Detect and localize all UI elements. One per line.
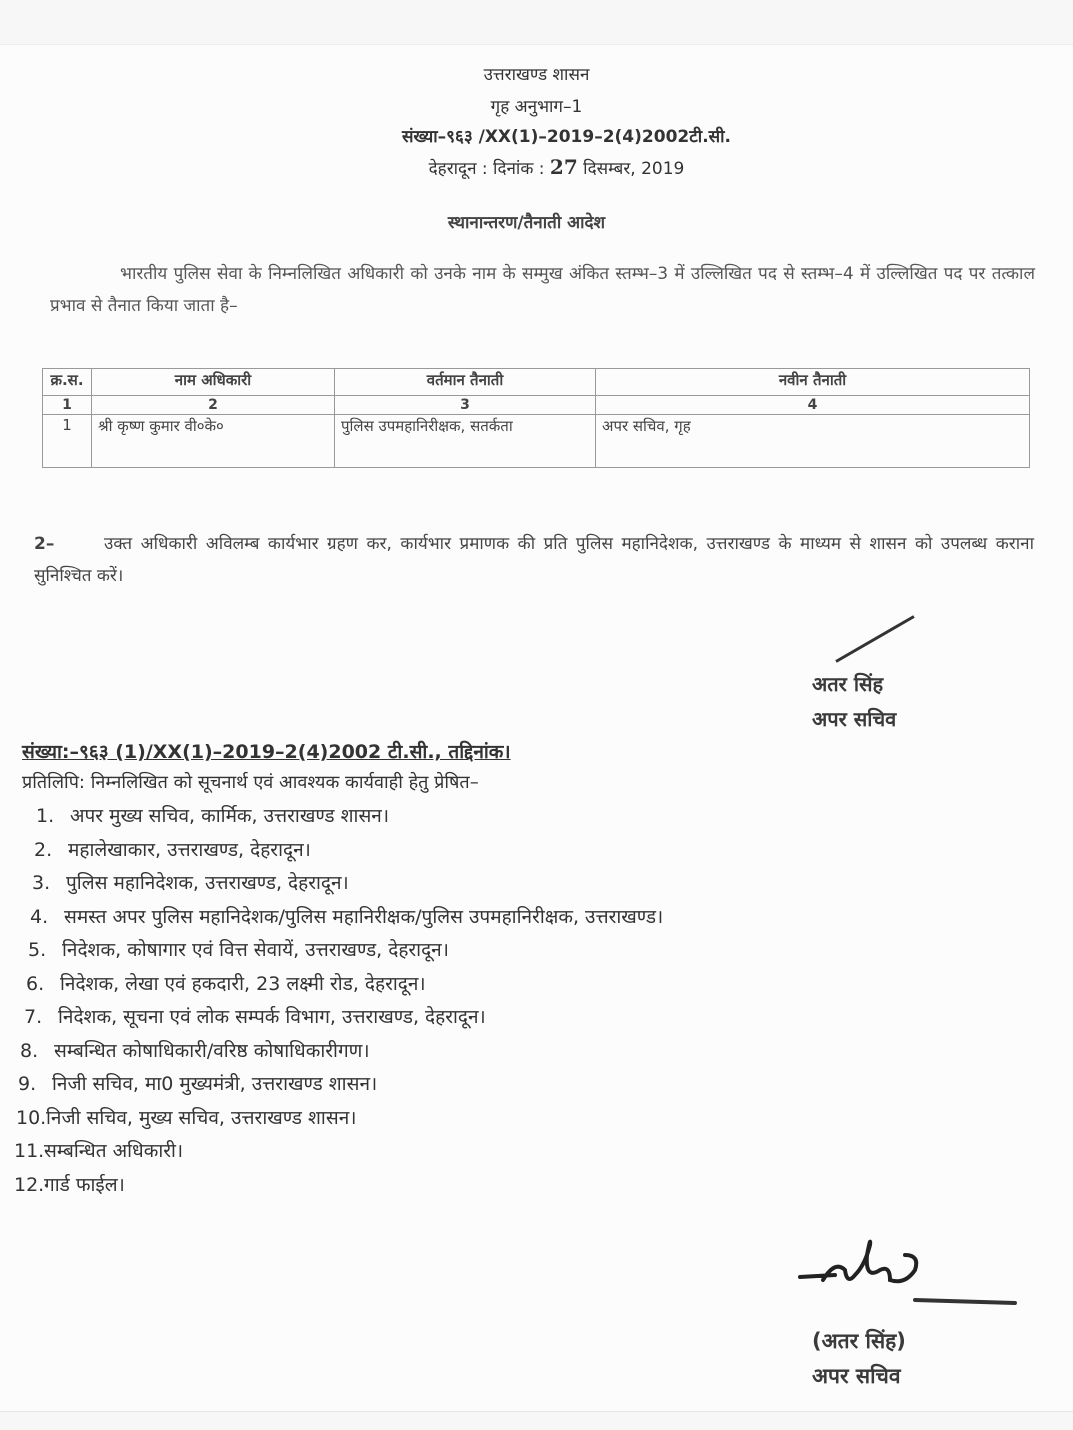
signatory-designation: अपर सचिव <box>812 707 897 731</box>
paragraph-2-text: उक्त अधिकारी अविलम्ब कार्यभार ग्रहण कर, कार्यभार प्रमाणक की प्रति पुलिस महानिदेशक, उत्तराखण्ड के माध्यम से शासन को उपलब्ध कराना सुनिश्चित करें। <box>34 534 1034 586</box>
col-header-serial: क्र.स. <box>43 369 92 396</box>
government-name: उत्तराखण्ड शासन <box>483 65 590 85</box>
place-date-prefix: देहरादून : दिनांक : <box>428 159 545 179</box>
list-item: 7. निदेशक, सूचना एवं लोक सम्पर्क विभाग, उत्तराखण्ड, देहरादून। <box>24 1006 486 1028</box>
posting-table <box>42 368 1030 468</box>
list-item: 9. निजी सचिव, मा0 मुख्यमंत्री, उत्तराखण्ड शासन। <box>18 1073 378 1095</box>
list-item: 1. अपर मुख्य सचिव, कार्मिक, उत्तराखण्ड शासन। <box>36 805 390 827</box>
list-item: 8. सम्बन्धित कोषाधिकारी/वरिष्ठ कोषाधिकारीगण। <box>20 1039 370 1062</box>
list-item: 4. समस्त अपर पुलिस महानिदेशक/पुलिस महानिरीक्षक/पुलिस उपमहानिरीक्षक, उत्तराखण्ड। <box>30 905 664 928</box>
paragraph-2-number: 2– <box>34 534 55 554</box>
table-row <box>43 415 1030 468</box>
date-day: 27 <box>549 155 578 179</box>
signatory-name-2: (अतर सिंह) <box>812 1329 906 1353</box>
col-number: 2 <box>92 396 335 415</box>
copy-recipients-list <box>14 800 663 1202</box>
col-header-officer-name: नाम अधिकारी <box>92 369 335 396</box>
col-number: 1 <box>43 396 92 415</box>
intro-paragraph: भारतीय पुलिस सेवा के निम्नलिखित अधिकारी को उनके नाम के सम्मुख अंकित स्तम्भ–3 में उल्लिखित पद से स्तम्भ–4 में उल्लिखित पद पर तत्काल प्रभाव से तैनात किया जाता है– <box>50 264 1035 316</box>
copy-reference-number: संख्या:–९६३ (1)/XX(1)–2019–2(4)2002 टी.सी., तद्दिनांक। <box>22 741 511 763</box>
table-header-row <box>43 369 1030 396</box>
section-name: गृह अनुभाग–1 <box>490 97 583 117</box>
copy-intro: प्रतिलिपि: निम्नलिखित को सूचनार्थ एवं आवश्यक कार्यवाही हेतु प्रेषित– <box>22 772 479 793</box>
list-item: 12.गार्ड फाईल। <box>14 1173 125 1196</box>
order-number: संख्या–९६३ /XX(1)–2019–2(4)2002टी.सी. <box>401 127 732 147</box>
date-month-year: दिसम्बर, 2019 <box>583 159 685 179</box>
list-item: 3. पुलिस महानिदेशक, उत्तराखण्ड, देहरादून। <box>32 872 349 894</box>
order-title: स्थानान्तरण/तैनाती आदेश <box>447 213 606 233</box>
col-number: 3 <box>335 396 596 415</box>
col-header-new-posting: नवीन तैनाती <box>596 369 1030 396</box>
cell-officer-name: श्री कृष्ण कुमार वी०के० <box>92 415 335 468</box>
paragraph-2 <box>34 528 1034 592</box>
list-item: 11.सम्बन्धित अधिकारी। <box>14 1140 184 1162</box>
list-item: 10.निजी सचिव, मुख्य सचिव, उत्तराखण्ड शासन। <box>16 1106 357 1129</box>
col-number: 4 <box>596 396 1030 415</box>
signatory-name: अतर सिंह <box>812 672 884 696</box>
cell-serial: 1 <box>43 415 92 468</box>
document-page <box>0 44 1073 1412</box>
cell-new-posting: अपर सचिव, गृह <box>596 415 1030 468</box>
col-header-current-posting: वर्तमान तैनाती <box>335 369 596 396</box>
list-item: 5. निदेशक, कोषागार एवं वित्त सेवायें, उत्तराखण्ड, देहरादून। <box>28 939 449 961</box>
list-item: 2. महालेखाकार, उत्तराखण्ड, देहरादून। <box>34 838 311 861</box>
cell-current-posting: पुलिस उपमहानिरीक्षक, सतर्कता <box>335 415 596 468</box>
list-item: 6. निदेशक, लेखा एवं हकदारी, 23 लक्ष्मी रोड, देहरादून। <box>26 972 426 995</box>
signatory-designation-2: अपर सचिव <box>812 1364 901 1388</box>
place-date <box>20 155 1073 179</box>
column-number-row <box>43 396 1030 415</box>
signature-icon <box>795 1225 1025 1315</box>
